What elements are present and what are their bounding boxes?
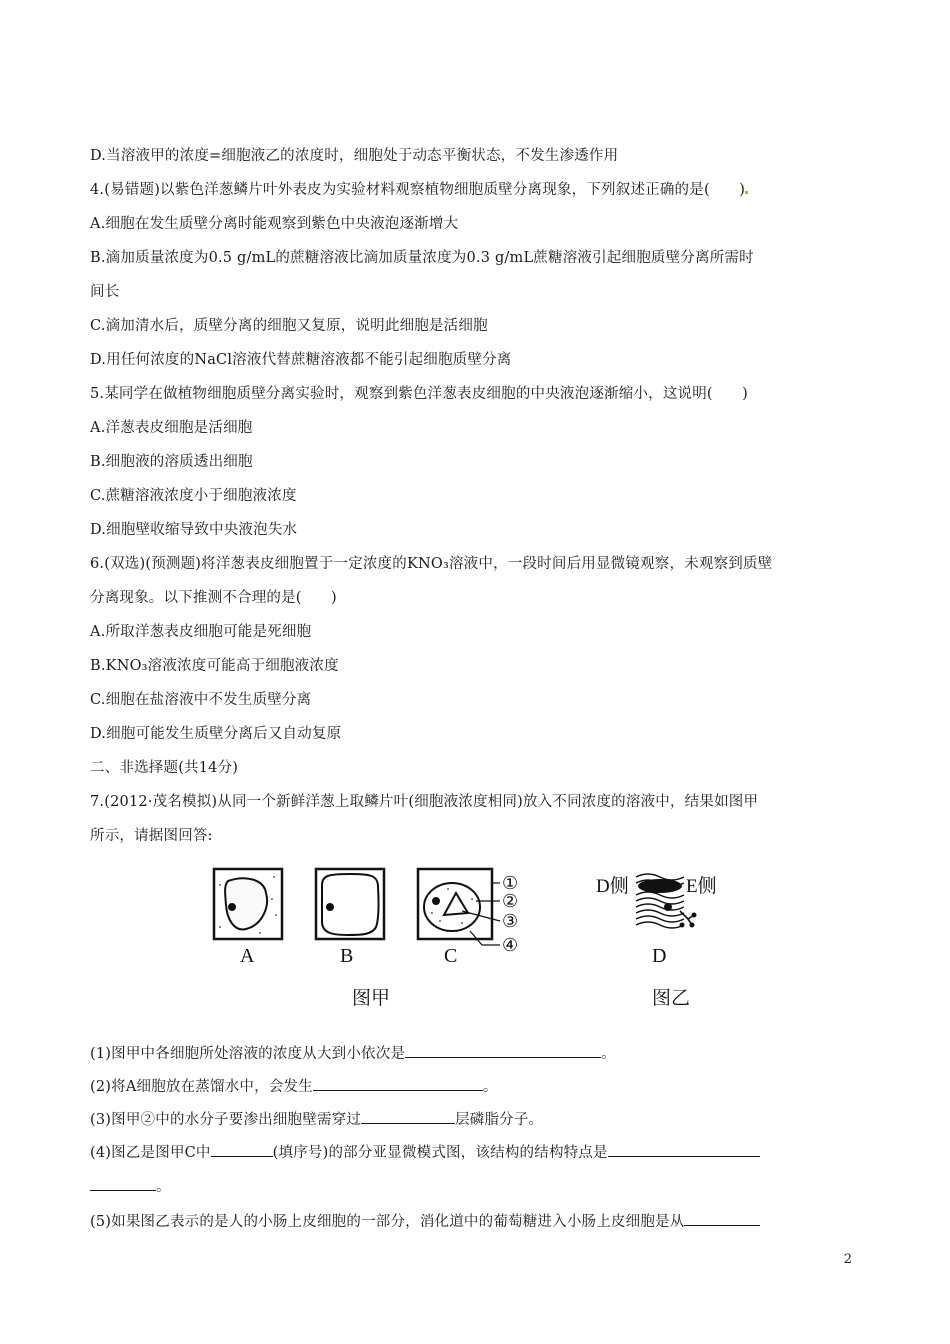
cell-a	[214, 869, 282, 939]
subquestion-2-text: (2)将A细胞放在蒸馏水中，会发生	[90, 1079, 313, 1095]
marker-2: ②	[502, 891, 519, 911]
question-4-text: 4.(易错题)以紫色洋葱鳞片叶外表皮为实验材料观察植物细胞质壁分离现象，下列叙述正确的是( )	[90, 182, 746, 198]
marker-1: ①	[502, 873, 519, 893]
answer-blank-5[interactable]	[684, 1211, 760, 1226]
subquestion-2	[90, 1076, 498, 1097]
label-c: C	[444, 945, 458, 967]
q6-option-d: D.细胞可能发生质壁分离后又自动复原	[90, 726, 342, 742]
d-side-label: D侧	[596, 876, 629, 897]
marker-3: ③	[502, 911, 519, 931]
label-d: D	[652, 945, 667, 967]
question-7-stem-line1: 7.(2012·茂名模拟)从同一个新鲜洋葱上取鳞片叶(细胞液浓度相同)放入不同浓度的溶液中，结果如图甲	[90, 794, 759, 810]
q5-option-a: A.洋葱表皮细胞是活细胞	[90, 420, 253, 436]
answer-blank-4c[interactable]	[90, 1176, 156, 1191]
subquestion-5	[90, 1211, 760, 1232]
subquestion-4	[90, 1142, 760, 1163]
subquestion-3	[90, 1109, 543, 1130]
q5-option-c: C.蔗糖溶液浓度小于细胞液浓度	[90, 488, 297, 504]
question-6-stem-line2: 分离现象。以下推测不合理的是( )	[90, 590, 337, 606]
subquestion-5-text: (5)如果图乙表示的是人的小肠上皮细胞的一部分，消化道中的葡萄糖进入小肠上皮细胞是从	[90, 1214, 685, 1230]
answer-blank-2[interactable]	[313, 1076, 483, 1091]
subquestion-4-cont	[90, 1176, 171, 1197]
q6-option-a: A.所取洋葱表皮细胞可能是死细胞	[90, 624, 312, 640]
q4-option-c: C.滴加清水后，质壁分离的细胞又复原，说明此细胞是活细胞	[90, 318, 488, 334]
question-7-stem-line2: 所示，请据图回答:	[90, 828, 213, 844]
q4-option-a: A.细胞在发生质壁分离时能观察到紫色中央液泡逐渐增大	[90, 216, 459, 232]
q4-option-b-line1: B.滴加质量浓度为0.5 g/mL的蔗糖溶液比滴加质量浓度为0.3 g/mL蔗糖溶液引起细胞质壁分离所需时	[90, 250, 754, 266]
cell-b	[316, 869, 384, 939]
page-number: 2	[843, 1252, 852, 1267]
question-5-stem: 5.某同学在做植物细胞质壁分离实验时，观察到紫色洋葱表皮细胞的中央液泡逐渐缩小，这说明( )	[90, 386, 749, 402]
section-2-heading: 二、非选择题(共14分)	[90, 760, 239, 776]
q3-option-d: D.当溶液甲的浓度=细胞液乙的浓度时，细胞处于动态平衡状态，不发生渗透作用	[90, 148, 619, 164]
caption-figure-yi: 图乙	[652, 988, 691, 1009]
q6-option-c: C.细胞在盐溶液中不发生质壁分离	[90, 692, 312, 708]
q4-option-d: D.用任何浓度的NaCl溶液代替蔗糖溶液都不能引起细胞质壁分离	[90, 352, 512, 368]
answer-blank-4a[interactable]	[211, 1142, 273, 1157]
caption-figure-jia: 图甲	[352, 988, 391, 1009]
subquestion-3-text: (3)图甲②中的水分子要渗出细胞壁需穿过	[90, 1112, 362, 1128]
label-b: B	[340, 945, 354, 967]
cell-c	[418, 869, 500, 945]
q6-option-b: B.KNO₃溶液浓度可能高于细胞液浓度	[90, 658, 339, 674]
figure-cells	[200, 855, 748, 1015]
e-side-label: E侧	[686, 876, 717, 897]
answer-blank-4b[interactable]	[608, 1142, 760, 1157]
subquestion-4-text-2: (填序号)的部分亚显微模式图，该结构的结构特点是	[272, 1145, 608, 1161]
subquestion-1	[90, 1043, 616, 1064]
subquestion-1-end: 。	[601, 1046, 616, 1062]
subquestion-1-text: (1)图甲中各细胞所处溶液的浓度从大到小依次是	[90, 1046, 406, 1062]
marker-4: ④	[502, 935, 519, 955]
q5-option-b: B.细胞液的溶质透出细胞	[90, 454, 253, 470]
subquestion-2-end: 。	[482, 1079, 498, 1095]
subquestion-4-end: 。	[156, 1179, 171, 1195]
answer-blank-1[interactable]	[405, 1043, 601, 1058]
answer-blank-3[interactable]	[361, 1109, 455, 1124]
subquestion-4-text: (4)图乙是图甲C中	[90, 1145, 211, 1161]
subquestion-3-end: 层磷脂分子。	[455, 1112, 544, 1128]
question-4-stem	[90, 180, 748, 200]
q5-option-d: D.细胞壁收缩导致中央液泡失水	[90, 522, 298, 538]
question-6-stem-line1: 6.(双选)(预测题)将洋葱表皮细胞置于一定浓度的KNO₃溶液中，一段时间后用显微镜观察，未观察到质壁	[90, 556, 773, 572]
q4-option-b-line2: 间长	[90, 284, 120, 300]
label-a: A	[240, 945, 255, 967]
